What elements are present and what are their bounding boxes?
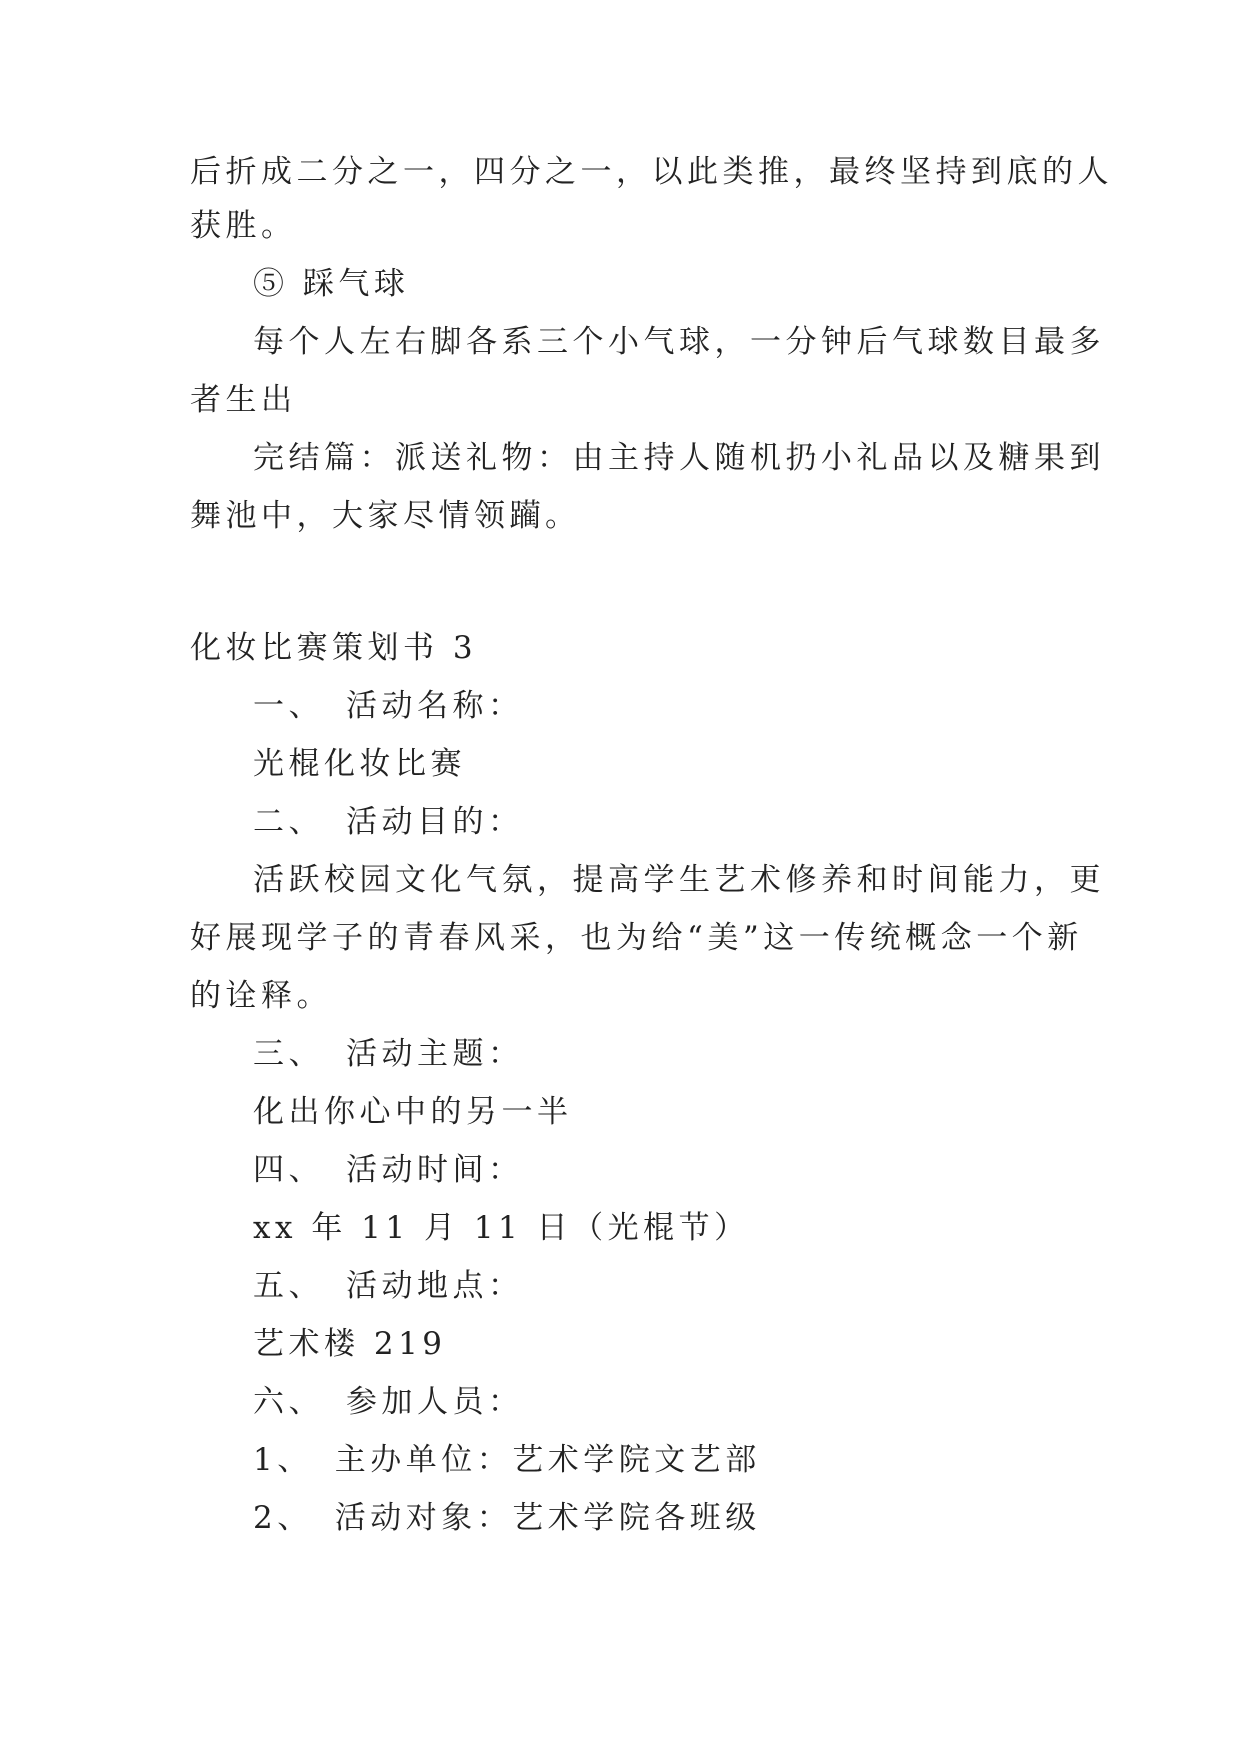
- list-item-text: 活动对象：艺术学院各班级: [334, 1500, 761, 1536]
- section-title: 活动地点：: [346, 1268, 524, 1304]
- paragraph-line: xx 年 11 月 11 日（光棍节）: [253, 1210, 750, 1246]
- paragraph-line: 好展现学子的青春风采，也为给“美”这一传统概念一个新: [190, 920, 1083, 956]
- list-item: [253, 1440, 761, 1480]
- paragraph-line: 者生出: [190, 382, 297, 418]
- section-title: 活动名称：: [346, 688, 524, 724]
- document-title: 化妆比赛策划书 3: [190, 630, 478, 666]
- section-heading: [253, 1150, 524, 1190]
- section-number: 二、: [253, 804, 324, 840]
- list-item: [253, 1498, 761, 1538]
- section-title: 活动时间：: [346, 1152, 524, 1188]
- section-number: 六、: [253, 1384, 324, 1420]
- paragraph-line: 完结篇：派送礼物：由主持人随机扔小礼品以及糖果到: [253, 440, 1105, 476]
- paragraph-line: 获胜。: [190, 208, 297, 244]
- section-title: 参加人员：: [346, 1384, 524, 1420]
- section-number: 五、: [253, 1268, 324, 1304]
- section-number: 四、: [253, 1152, 324, 1188]
- section-heading: [253, 1266, 524, 1306]
- section-heading: [253, 802, 524, 842]
- paragraph-line: 后折成二分之一，四分之一，以此类推，最终坚持到底的人: [190, 154, 1113, 190]
- paragraph-line: 艺术楼 219: [253, 1326, 447, 1362]
- section-heading: [253, 1382, 524, 1422]
- section-heading: [253, 1034, 524, 1074]
- paragraph-line: 每个人左右脚各系三个小气球，一分钟后气球数目最多: [253, 324, 1105, 360]
- subsection-heading: ⑤ 踩气球: [253, 266, 410, 302]
- section-number: 一、: [253, 688, 324, 724]
- paragraph-line: 的诠释。: [190, 978, 332, 1014]
- section-number: 三、: [253, 1036, 324, 1072]
- section-heading: [253, 686, 524, 726]
- list-item-text: 主办单位：艺术学院文艺部: [334, 1442, 761, 1478]
- section-title: 活动目的：: [346, 804, 524, 840]
- paragraph-line: 光棍化妆比赛: [253, 746, 466, 782]
- list-item-number: 1、: [253, 1442, 313, 1478]
- paragraph-line: 舞池中，大家尽情领躏。: [190, 498, 581, 534]
- paragraph-line: 化出你心中的另一半: [253, 1094, 573, 1130]
- section-title: 活动主题：: [346, 1036, 524, 1072]
- paragraph-line: 活跃校园文化气氛，提高学生艺术修养和时间能力，更: [253, 862, 1105, 898]
- list-item-number: 2、: [253, 1500, 313, 1536]
